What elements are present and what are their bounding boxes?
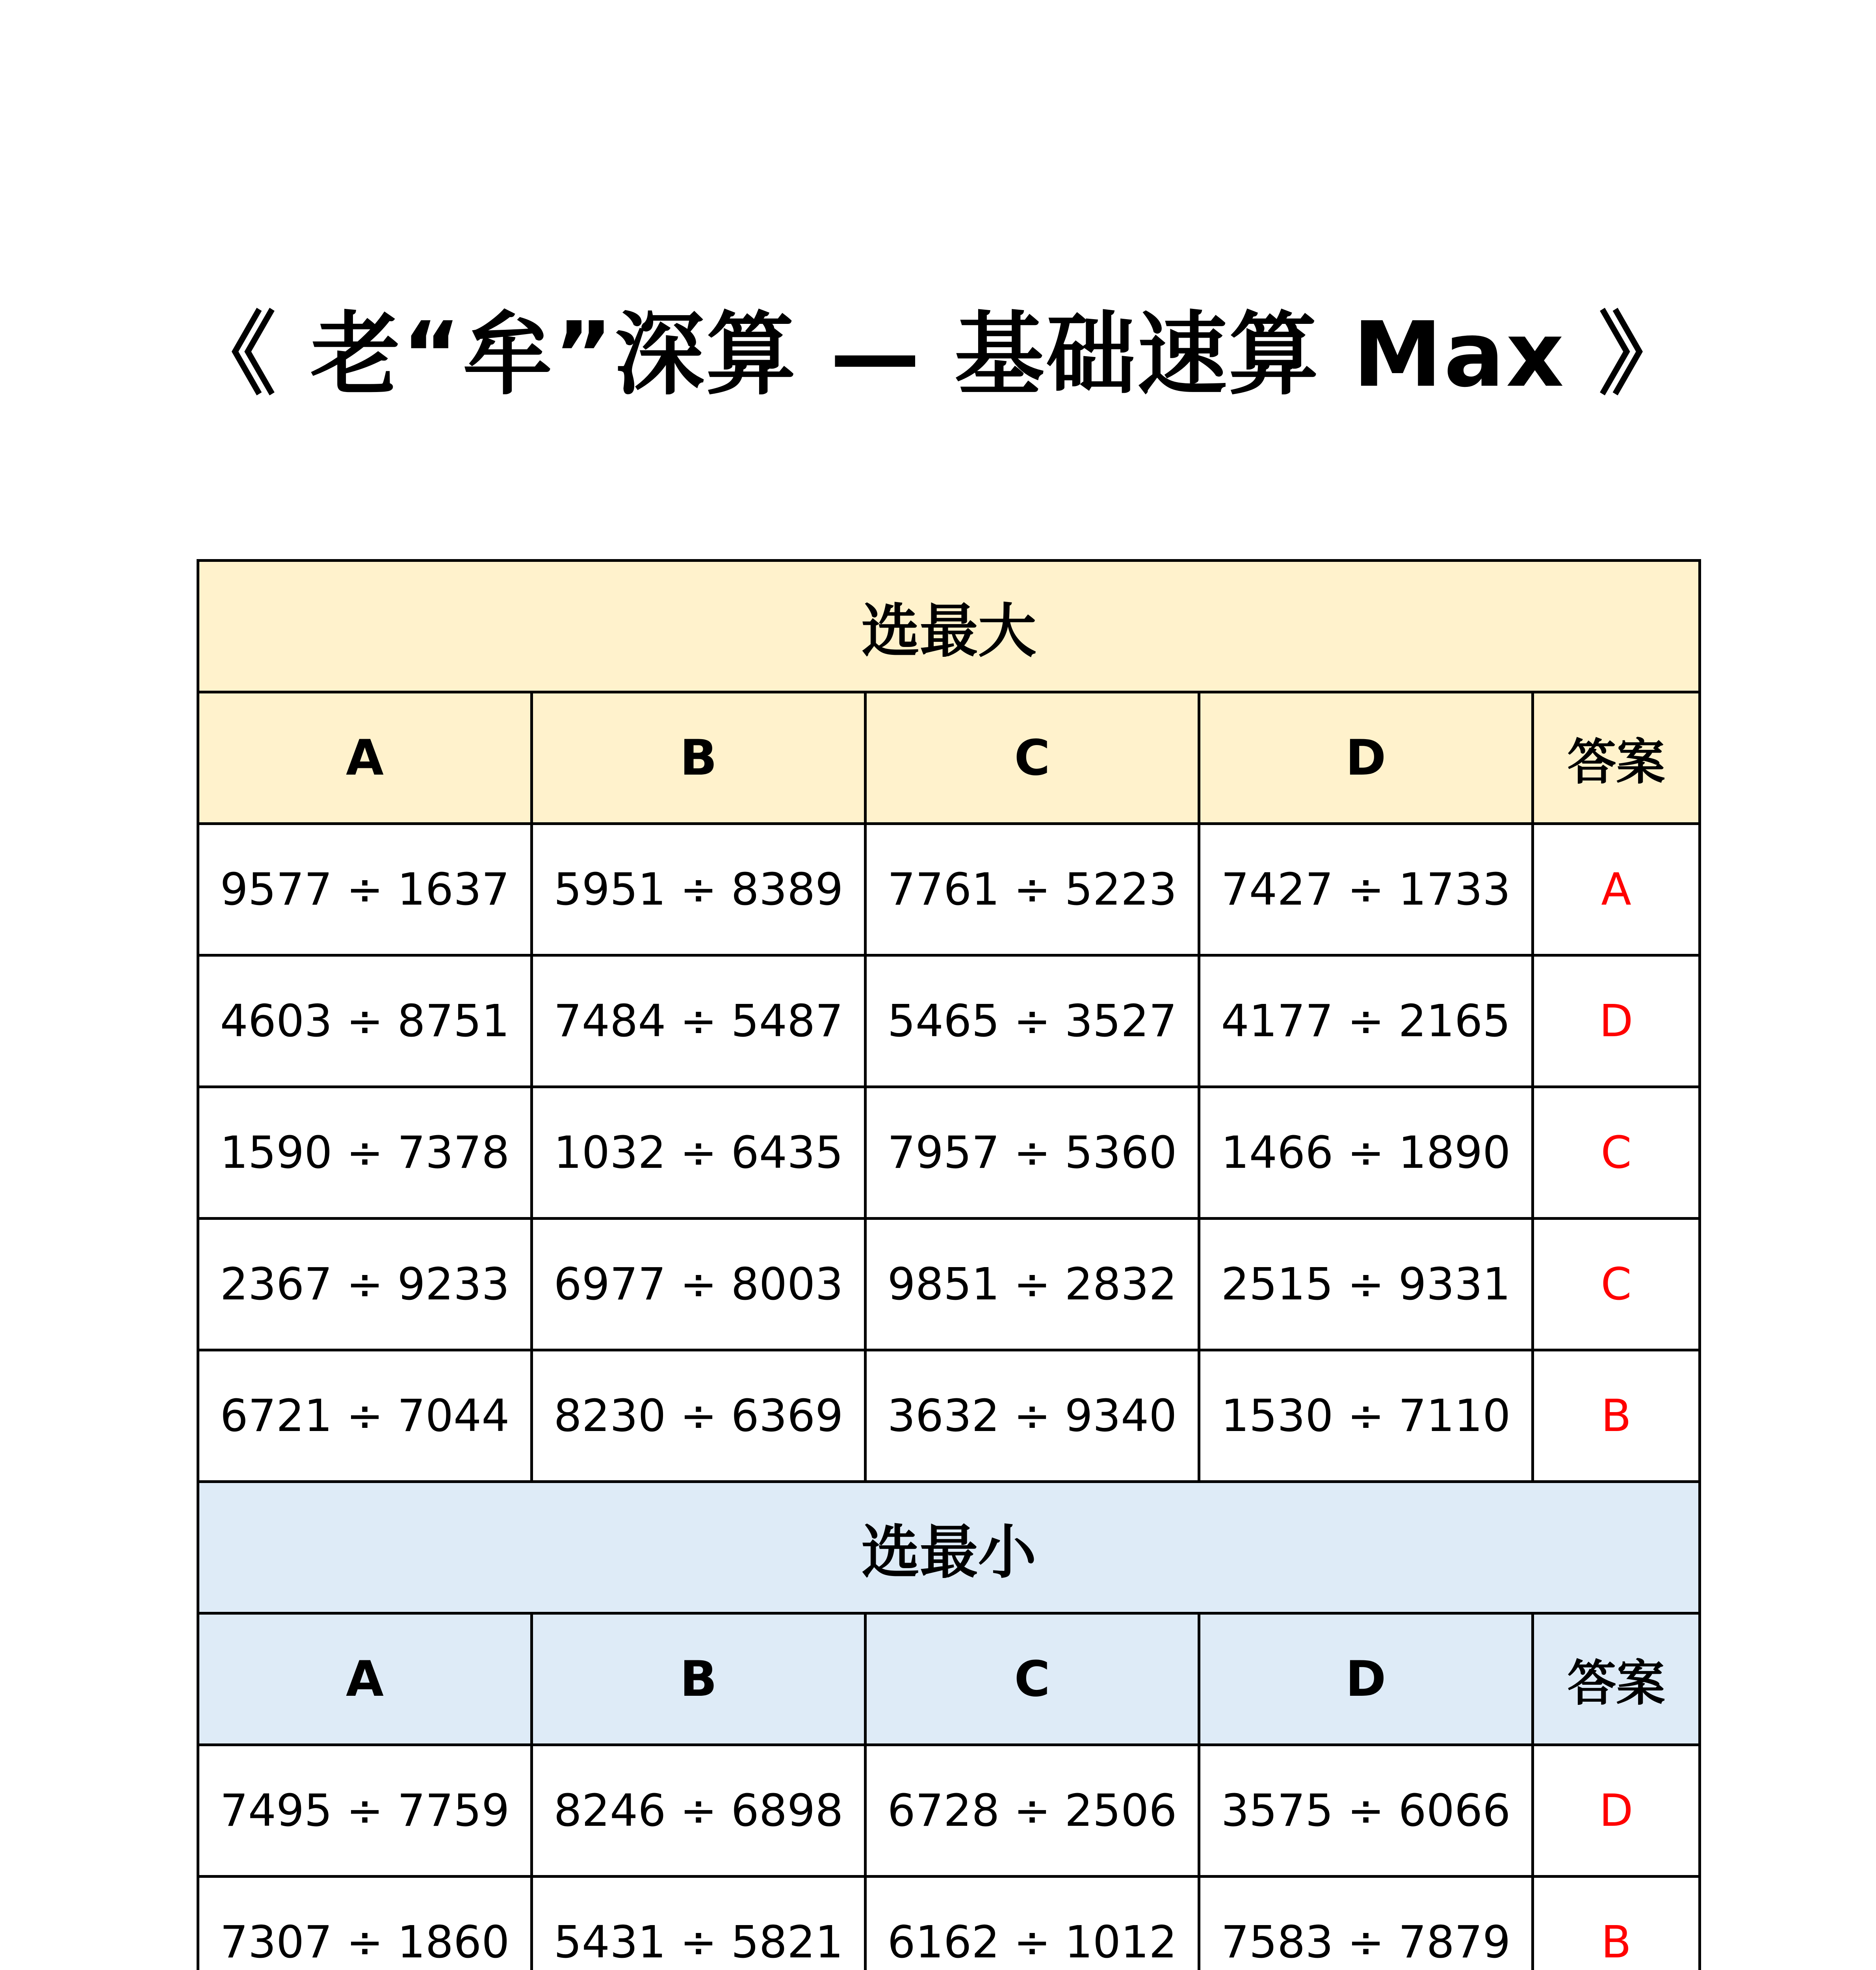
option-b-cell: 5431 ÷ 5821 <box>532 1877 866 1970</box>
option-b-cell: 1032 ÷ 6435 <box>532 1087 866 1219</box>
option-c-cell: 5465 ÷ 3527 <box>866 955 1199 1087</box>
answer-cell: D <box>1533 1745 1700 1877</box>
section-title-row <box>198 561 1700 692</box>
column-header-d: D <box>1199 692 1533 824</box>
section-title: 选最小 <box>198 1482 1700 1613</box>
column-header-answer: 答案 <box>1533 1613 1700 1745</box>
option-a-cell: 7495 ÷ 7759 <box>198 1745 532 1877</box>
option-c-cell: 3632 ÷ 9340 <box>866 1350 1199 1482</box>
option-d-cell: 7427 ÷ 1733 <box>1199 824 1533 955</box>
quiz-table <box>197 559 1701 1970</box>
option-d-cell: 1466 ÷ 1890 <box>1199 1087 1533 1219</box>
table-row <box>198 1877 1700 1970</box>
option-c-cell: 7957 ÷ 5360 <box>866 1087 1199 1219</box>
option-c-cell: 6728 ÷ 2506 <box>866 1745 1199 1877</box>
column-header-answer: 答案 <box>1533 692 1700 824</box>
table-row <box>198 1745 1700 1877</box>
page-title: 《 老“牟”深算 — 基础速算 Max 》 <box>186 302 1690 407</box>
answer-cell: B <box>1533 1350 1700 1482</box>
answer-cell: A <box>1533 824 1700 955</box>
column-header-c: C <box>866 1613 1199 1745</box>
section-select-min <box>198 1482 1700 1970</box>
column-header-c: C <box>866 692 1199 824</box>
section-title-row <box>198 1482 1700 1613</box>
column-header-b: B <box>532 1613 866 1745</box>
table-row <box>198 955 1700 1087</box>
answer-cell: B <box>1533 1877 1700 1970</box>
column-header-row <box>198 1613 1700 1745</box>
table-row <box>198 1219 1700 1350</box>
table-row <box>198 1350 1700 1482</box>
option-d-cell: 3575 ÷ 6066 <box>1199 1745 1533 1877</box>
option-c-cell: 6162 ÷ 1012 <box>866 1877 1199 1970</box>
column-header-d: D <box>1199 1613 1533 1745</box>
table-row <box>198 824 1700 955</box>
option-c-cell: 9851 ÷ 2832 <box>866 1219 1199 1350</box>
column-header-row <box>198 692 1700 824</box>
option-d-cell: 2515 ÷ 9331 <box>1199 1219 1533 1350</box>
section-select-max <box>198 561 1700 1482</box>
table-row <box>198 1087 1700 1219</box>
option-d-cell: 1530 ÷ 7110 <box>1199 1350 1533 1482</box>
option-a-cell: 6721 ÷ 7044 <box>198 1350 532 1482</box>
column-header-a: A <box>198 1613 532 1745</box>
option-a-cell: 7307 ÷ 1860 <box>198 1877 532 1970</box>
option-b-cell: 8246 ÷ 6898 <box>532 1745 866 1877</box>
section-title: 选最大 <box>198 561 1700 692</box>
option-d-cell: 7583 ÷ 7879 <box>1199 1877 1533 1970</box>
option-b-cell: 7484 ÷ 5487 <box>532 955 866 1087</box>
answer-cell: C <box>1533 1219 1700 1350</box>
option-b-cell: 8230 ÷ 6369 <box>532 1350 866 1482</box>
option-a-cell: 9577 ÷ 1637 <box>198 824 532 955</box>
option-b-cell: 5951 ÷ 8389 <box>532 824 866 955</box>
option-a-cell: 2367 ÷ 9233 <box>198 1219 532 1350</box>
option-d-cell: 4177 ÷ 2165 <box>1199 955 1533 1087</box>
option-c-cell: 7761 ÷ 5223 <box>866 824 1199 955</box>
answer-cell: C <box>1533 1087 1700 1219</box>
option-b-cell: 6977 ÷ 8003 <box>532 1219 866 1350</box>
column-header-a: A <box>198 692 532 824</box>
column-header-b: B <box>532 692 866 824</box>
option-a-cell: 1590 ÷ 7378 <box>198 1087 532 1219</box>
answer-cell: D <box>1533 955 1700 1087</box>
option-a-cell: 4603 ÷ 8751 <box>198 955 532 1087</box>
